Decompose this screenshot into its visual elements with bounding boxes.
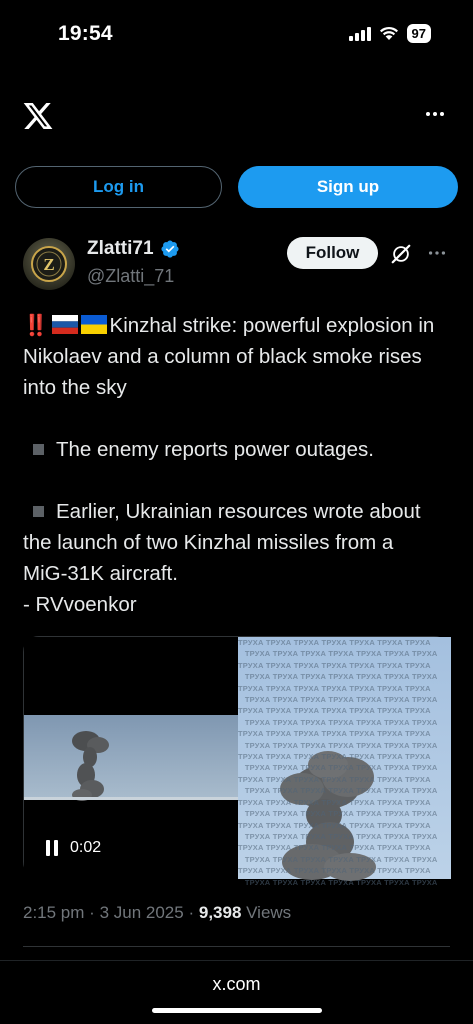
views-label: Views: [246, 903, 292, 922]
signup-button[interactable]: Sign up: [238, 166, 458, 208]
follow-button[interactable]: Follow: [287, 237, 378, 269]
video-controls: [46, 839, 101, 857]
battery-icon: 97: [407, 24, 431, 43]
post-bullet-1-paragraph: [23, 434, 443, 465]
avatar-letter: Z: [43, 255, 55, 274]
post-headline-paragraph: [23, 310, 443, 403]
status-time: 19:54: [58, 22, 113, 45]
post-bullet-1: The enemy reports power outages.: [56, 438, 374, 461]
meta-separator: ·: [89, 903, 95, 922]
meta-separator: ·: [188, 903, 195, 922]
bullet-square-icon: [33, 444, 44, 455]
auth-buttons: [15, 166, 458, 208]
browser-address[interactable]: x.com: [212, 974, 261, 994]
bullet-square-icon: [33, 506, 44, 517]
video-frame-right: [238, 637, 451, 887]
divider: [23, 946, 450, 947]
home-indicator[interactable]: [152, 1008, 322, 1013]
post-time[interactable]: 2:15 pm: [23, 903, 85, 922]
verified-badge-icon: [160, 239, 180, 259]
post-more-icon[interactable]: [426, 242, 448, 264]
russia-flag: [52, 312, 78, 331]
author-handle[interactable]: @Zlatti_71: [87, 266, 175, 286]
top-bar: [0, 96, 473, 140]
double-exclamation-icon: ‼️: [23, 314, 46, 337]
x-logo-icon[interactable]: [22, 100, 54, 132]
post-headline: Kinzhal strike: powerful explosion in Nikolaev and a column of black smoke rises into the sky: [23, 314, 435, 399]
display-name[interactable]: Zlatti71: [87, 238, 154, 259]
login-button[interactable]: Log in: [15, 166, 222, 208]
post-meta: [23, 903, 291, 923]
avatar[interactable]: [23, 238, 75, 290]
wifi-icon: [379, 26, 399, 41]
post-author: [23, 236, 453, 292]
smoke-column-image: [24, 715, 238, 800]
post-date[interactable]: 3 Jun 2025: [99, 903, 184, 922]
browser-divider: [0, 960, 473, 961]
status-icons: [349, 24, 431, 43]
watermark: ТРУХА ТРУХА ТРУХА ТРУХА ТРУХА ТРУХА ТРУХА ТРУХА ТРУХА ТРУХА ТРУХА ТРУХА ТРУХА ТРУХА ТРУХА ТРУХА ТРУХА ТРУХА ТРУХА ТРУХА ТРУХА ТРУХА ТРУХА ТРУХА ТРУХА ТРУХА ТРУХА ТРУХА ТРУХА ТРУХА ТРУХА ТРУХА ТРУХА ТРУХА ТРУХА ТРУХА ТРУХА ТРУХА ТРУХА ТРУХА ТРУХА ТРУХА ТРУХА ТРУХА ТРУХА ТРУХА ТРУХА ТРУХА ТРУХА ТРУХА ТРУХА ТРУХА ТРУХА ТРУХА ТРУХА ТРУХА ТРУХА ТРУХА ТРУХА ТРУХА ТРУХА ТРУХА ТРУХА ТРУХА ТРУХА ТРУХА ТРУХА ТРУХА ТРУХА ТРУХА ТРУХА ТРУХА ТРУХА ТРУХА ТРУХА ТРУХА ТРУХА ТРУХА ТРУХА ТРУХА ТРУХА ТРУХА ТРУХА ТРУХА ТРУХА ТРУХА ТРУХА ТРУХА ТРУХА ТРУХА ТРУХА ТРУХА ТРУХА ТРУХА ТРУХА ТРУХА ТРУХА ТРУХА ТРУХА ТРУХА ТРУХА ТРУХА ТРУХА ТРУХА ТРУХА ТРУХА ТРУХА ТРУХА ТРУХА ТРУХА ТРУХА ТРУХА ТРУХА ТРУХА ТРУХА ТРУХА ТРУХА ТРУХА ТРУХА ТРУХА ТРУХА ТРУХА ТРУХА ТРУХА ТРУХА ТРУХА ТРУХА ТРУХА ТРУХА ТРУХА ТРУХА ТРУХА ТРУХА ТРУХА ТРУХА ТРУХА ТРУХА ТРУХА ТРУХА ТРУХА ТРУХА ТРУХА ТРУХА ТРУХА ТРУХА ТРУХА ТРУХА ТРУХА ТРУХА ТРУХА ТРУХА ТРУХА ТРУХА ТРУХА: [238, 638, 438, 887]
post-text: [23, 310, 443, 620]
post-bullet-2: Earlier, Ukrainian resources wrote about the launch of two Kinzhal missiles from a MiG-31K aircraft.: [23, 500, 421, 585]
post-bullet-2-paragraph: [23, 496, 443, 620]
name-row: [87, 238, 180, 260]
pause-icon[interactable]: [46, 840, 60, 856]
grok-icon[interactable]: [390, 243, 412, 265]
post-source: - RVvoenkor: [23, 593, 137, 616]
more-horizontal-icon[interactable]: [423, 102, 447, 126]
ukraine-flag: [81, 312, 107, 331]
video-time: 0:02: [70, 839, 102, 856]
post-video[interactable]: [23, 636, 450, 887]
views-count: 9,398: [198, 903, 242, 922]
signal-icon: [349, 27, 371, 41]
status-bar: [0, 0, 473, 70]
